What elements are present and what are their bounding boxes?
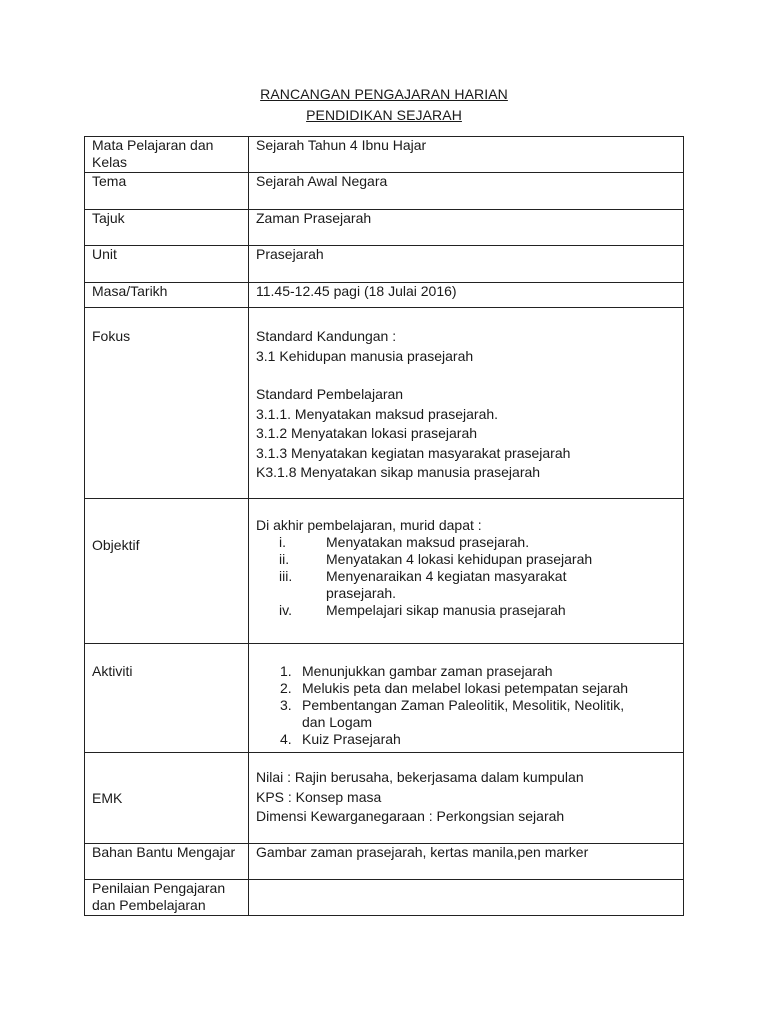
label-masa: Masa/Tarikh	[85, 283, 249, 308]
row-bahan	[85, 844, 684, 880]
fokus-pembelajaran-item: 3.1.1. Menyatakan maksud prasejarah.	[256, 405, 499, 422]
value-penilaian	[249, 880, 684, 916]
value-mata-pelajaran: Sejarah Tahun 4 Ibnu Hajar	[249, 137, 684, 173]
list-item: iii. Menyenaraikan 4 kegiatan masyarakat prasejarah.	[279, 568, 567, 601]
row-tajuk	[85, 210, 684, 246]
fokus-kandungan-item: 3.1 Kehidupan manusia prasejarah	[256, 347, 474, 364]
label-emk: EMK	[85, 753, 249, 844]
row-mata-pelajaran	[85, 137, 684, 173]
emk-line: Dimensi Kewarganegaraan : Perkongsian sejarah	[256, 808, 565, 824]
objektif-list	[256, 534, 676, 619]
value-tajuk: Zaman Prasejarah	[249, 210, 684, 246]
label-unit: Unit	[85, 246, 249, 283]
value-masa: 11.45-12.45 pagi (18 Julai 2016)	[249, 283, 684, 308]
doc-title-line2: PENDIDIKAN SEJARAH	[306, 107, 462, 123]
list-item: iv. Mempelajari sikap manusia prasejarah	[279, 602, 566, 618]
label-objektif: Objektif	[85, 499, 249, 644]
list-item: 3. Pembentangan Zaman Paleolitik, Mesolitik, Neolitik, dan Logam	[280, 697, 625, 730]
value-tema: Sejarah Awal Negara	[249, 173, 684, 210]
fokus-pembelajaran-heading: Standard Pembelajaran	[256, 386, 404, 402]
label-bahan: Bahan Bantu Mengajar	[85, 844, 249, 880]
value-fokus	[249, 308, 684, 499]
aktiviti-list	[256, 663, 676, 748]
row-fokus	[85, 308, 684, 499]
value-objektif	[249, 499, 684, 644]
lesson-plan-table	[84, 136, 684, 916]
list-item: 2. Melukis peta dan melabel lokasi petempatan sejarah	[280, 680, 629, 696]
list-item: ii. Menyatakan 4 lokasi kehidupan prasejarah	[279, 551, 593, 567]
row-penilaian	[85, 880, 684, 916]
row-aktiviti	[85, 644, 684, 753]
row-masa	[85, 283, 684, 308]
row-unit	[85, 246, 684, 283]
label-mata-pelajaran: Mata Pelajaran dan Kelas	[85, 137, 249, 173]
doc-title-line1: RANCANGAN PENGAJARAN HARIAN	[260, 86, 508, 102]
value-aktiviti	[249, 644, 684, 753]
fokus-pembelajaran-item: 3.1.2 Menyatakan lokasi prasejarah	[256, 425, 478, 441]
label-aktiviti: Aktiviti	[85, 644, 249, 753]
label-tema: Tema	[85, 173, 249, 210]
value-bahan: Gambar zaman prasejarah, kertas manila,pen marker	[249, 844, 684, 880]
list-item: 4. Kuiz Prasejarah	[280, 731, 401, 747]
fokus-pembelajaran-item: K3.1.8 Menyatakan sikap manusia prasejarah	[256, 464, 541, 480]
row-tema	[85, 173, 684, 210]
objektif-intro: Di akhir pembelajaran, murid dapat :	[256, 517, 482, 533]
value-unit: Prasejarah	[249, 246, 684, 283]
label-tajuk: Tajuk	[85, 210, 249, 246]
fokus-kandungan-heading: Standard Kandungan :	[256, 328, 397, 344]
list-item: i. Menyatakan maksud prasejarah.	[279, 534, 530, 550]
value-emk	[249, 753, 684, 844]
row-objektif	[85, 499, 684, 644]
label-fokus: Fokus	[85, 308, 249, 499]
row-emk	[85, 753, 684, 844]
list-item: 1. Menunjukkan gambar zaman prasejarah	[280, 663, 553, 679]
emk-line: Nilai : Rajin berusaha, bekerjasama dalam kumpulan	[256, 769, 584, 785]
emk-line: KPS : Konsep masa	[256, 788, 382, 805]
fokus-pembelajaran-item: 3.1.3 Menyatakan kegiatan masyarakat prasejarah	[256, 444, 571, 461]
label-penilaian: Penilaian Pengajaran dan Pembelajaran	[85, 880, 249, 916]
